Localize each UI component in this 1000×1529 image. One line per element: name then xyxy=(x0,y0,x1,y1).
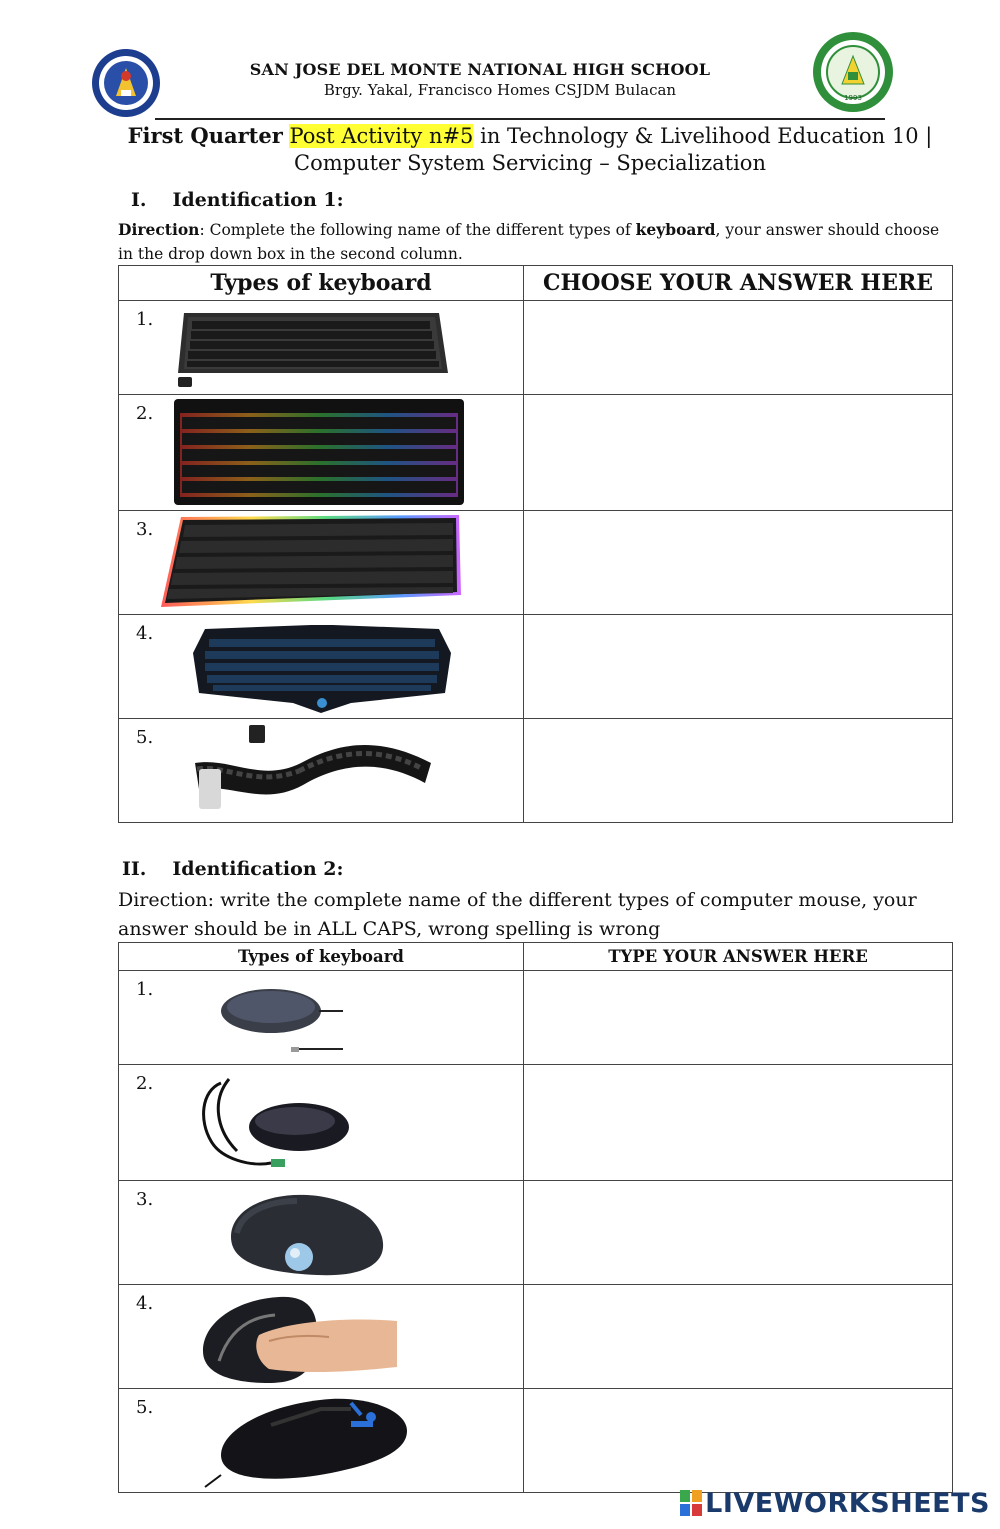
image-cell xyxy=(119,1065,524,1181)
header-divider xyxy=(155,118,885,120)
liveworksheets-text: LIVEWORKSHEETS xyxy=(705,1488,990,1519)
row-number: 4. xyxy=(136,623,154,644)
image-cell xyxy=(119,615,524,719)
ps2-mouse-image xyxy=(191,1071,353,1175)
image-cell xyxy=(119,719,524,823)
answer-cell[interactable] xyxy=(524,1285,953,1389)
image-cell xyxy=(119,395,524,511)
title-subject: in Technology & Livelihood Education 10 | xyxy=(480,124,933,148)
row-number: 5. xyxy=(136,1397,154,1418)
column-header-types: Types of keyboard xyxy=(119,943,524,971)
vertical-mouse-image xyxy=(199,1291,399,1387)
table-row xyxy=(119,511,953,615)
direction-label: Direction xyxy=(118,220,200,239)
table-row xyxy=(119,719,953,823)
section1-direction xyxy=(118,218,958,266)
school-name: SAN JOSE DEL MONTE NATIONAL HIGH SCHOOL xyxy=(249,60,711,79)
table-header-row xyxy=(119,943,953,971)
table-row xyxy=(119,1181,953,1285)
answer-cell[interactable] xyxy=(524,1389,953,1493)
school-address: Brgy. Yakal, Francisco Homes CSJDM Bulacan xyxy=(323,81,677,99)
direction-text-post: , your answer should choose in the drop down box in the second column. xyxy=(118,221,940,263)
row-number: 2. xyxy=(136,1073,154,1094)
column-header-answer: CHOOSE YOUR ANSWER HERE xyxy=(524,266,953,301)
activity-title xyxy=(90,122,970,177)
title-quarter: First Quarter xyxy=(127,123,283,148)
wireless-compact-keyboard-image xyxy=(174,309,454,389)
section1-heading xyxy=(131,189,344,211)
answer-cell[interactable] xyxy=(524,395,953,511)
optical-usb-mouse-image xyxy=(219,981,349,1057)
liveworksheets-brand[interactable] xyxy=(680,1488,990,1519)
table-row xyxy=(119,395,953,511)
section1-numeral: I. xyxy=(131,189,147,211)
title-line2: Computer System Servicing – Specialization xyxy=(294,151,766,175)
row-number: 4. xyxy=(136,1293,154,1314)
answer-cell[interactable] xyxy=(524,971,953,1065)
section2-numeral: II. xyxy=(122,858,147,880)
trackball-mouse-image xyxy=(227,1187,387,1281)
image-cell xyxy=(119,1389,524,1493)
gaming-keyboard-image xyxy=(191,623,453,713)
image-cell xyxy=(119,511,524,615)
mechanical-keyboard-image xyxy=(159,515,464,611)
row-number: 1. xyxy=(136,309,154,330)
answer-cell[interactable] xyxy=(524,615,953,719)
mouse-table xyxy=(118,942,953,1493)
answer-cell[interactable] xyxy=(524,511,953,615)
answer-cell[interactable] xyxy=(524,719,953,823)
image-cell xyxy=(119,1285,524,1389)
row-number: 5. xyxy=(136,727,154,748)
table-row xyxy=(119,1065,953,1181)
image-cell xyxy=(119,301,524,395)
row-number: 2. xyxy=(136,403,154,424)
table-row xyxy=(119,1285,953,1389)
table-row xyxy=(119,1389,953,1493)
direction-text-pre: : Complete the following name of the different types of xyxy=(199,221,636,239)
title-highlight: Post Activity n#5 xyxy=(289,124,474,148)
column-header-answer: TYPE YOUR ANSWER HERE xyxy=(524,943,953,971)
row-number: 1. xyxy=(136,979,154,1000)
image-cell xyxy=(119,971,524,1065)
keyboard-table xyxy=(118,265,953,823)
table-row xyxy=(119,971,953,1065)
section1-title: Identification 1: xyxy=(172,189,344,211)
flexible-keyboard-image xyxy=(191,723,436,815)
table-row xyxy=(119,615,953,719)
table-header-row xyxy=(119,266,953,301)
section2-heading xyxy=(122,858,343,880)
answer-cell[interactable] xyxy=(524,301,953,395)
answer-cell[interactable] xyxy=(524,1181,953,1285)
row-number: 3. xyxy=(136,1189,154,1210)
direction-keyword: keyboard xyxy=(635,220,716,239)
table-row xyxy=(119,301,953,395)
rgb-membrane-keyboard-image xyxy=(174,399,464,505)
section2-title: Identification 2: xyxy=(172,858,344,880)
image-cell xyxy=(119,1181,524,1285)
column-header-types: Types of keyboard xyxy=(119,266,524,301)
liveworksheets-icon xyxy=(680,1490,702,1516)
answer-cell[interactable] xyxy=(524,1065,953,1181)
gaming-mouse-image xyxy=(201,1395,413,1491)
section2-direction: Direction: write the complete name of the different types of computer mouse, your answer should be in ALL CAPS, wrong spelling is wrong xyxy=(118,889,917,940)
row-number: 3. xyxy=(136,519,154,540)
school-logo-year: 1993 xyxy=(844,94,862,102)
